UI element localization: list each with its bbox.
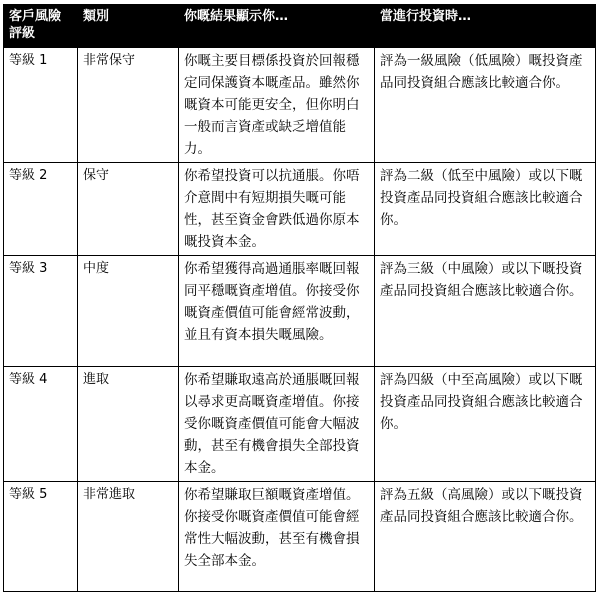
suitability-cell: 評為五級（高風險）或以下嘅投資產品同投資組合應該比較適合你。 (375, 482, 596, 592)
category-cell: 非常進取 (78, 482, 179, 592)
category-cell: 非常保守 (78, 48, 179, 163)
table-row (4, 256, 596, 367)
suitability-cell: 評為一級風險（低風險）嘅投資產品同投資組合應該比較適合你。 (375, 48, 596, 163)
profile-description-cell: 你希望賺取巨額嘅資產增值。你接受你嘅資產價值可能會經常性大幅波動，甚至有機會損失全部本金。 (179, 482, 375, 592)
suitability-cell: 評為三級（中風險）或以下嘅投資產品同投資組合應該比較適合你。 (375, 256, 596, 367)
risk-level-cell: 等級 2 (4, 163, 78, 256)
risk-level-cell: 等級 1 (4, 48, 78, 163)
table-row (4, 367, 596, 482)
risk-profile-table (3, 4, 596, 592)
category-cell: 保守 (78, 163, 179, 256)
table-header-row (4, 5, 596, 48)
table-row (4, 48, 596, 163)
profile-description-cell: 你希望賺取遠高於通脹嘅回報以尋求更高嘅資產增值。你接受你嘅資產價值可能會大幅波動，甚至有機會損失全部投資本金。 (179, 367, 375, 482)
risk-level-cell: 等級 4 (4, 367, 78, 482)
table-row (4, 163, 596, 256)
header-result-profile: 你嘅結果顯示你… (179, 5, 375, 48)
header-risk-rating: 客戶風險評級 (4, 5, 78, 48)
table-row (4, 482, 596, 592)
profile-description-cell: 你嘅主要目標係投資於回報穩定同保護資本嘅產品。雖然你嘅資本可能更安全，但你明白一般而言資產或缺乏增值能力。 (179, 48, 375, 163)
suitability-cell: 評為二級（低至中風險）或以下嘅投資產品同投資組合應該比較適合你。 (375, 163, 596, 256)
risk-level-cell: 等級 3 (4, 256, 78, 367)
risk-profile-table-container (3, 4, 596, 592)
suitability-cell: 評為四級（中至高風險）或以下嘅投資產品同投資組合應該比較適合你。 (375, 367, 596, 482)
risk-level-cell: 等級 5 (4, 482, 78, 592)
profile-description-cell: 你希望投資可以抗通脹。你唔介意間中有短期損失嘅可能性，甚至資金會跌低過你原本嘅投資本金。 (179, 163, 375, 256)
header-category: 類別 (78, 5, 179, 48)
header-when-investing: 當進行投資時… (375, 5, 596, 48)
profile-description-cell: 你希望獲得高過通脹率嘅回報同平穩嘅資產增值。你接受你嘅資產價值可能會經常波動，並且有資本損失嘅風險。 (179, 256, 375, 367)
category-cell: 進取 (78, 367, 179, 482)
category-cell: 中度 (78, 256, 179, 367)
